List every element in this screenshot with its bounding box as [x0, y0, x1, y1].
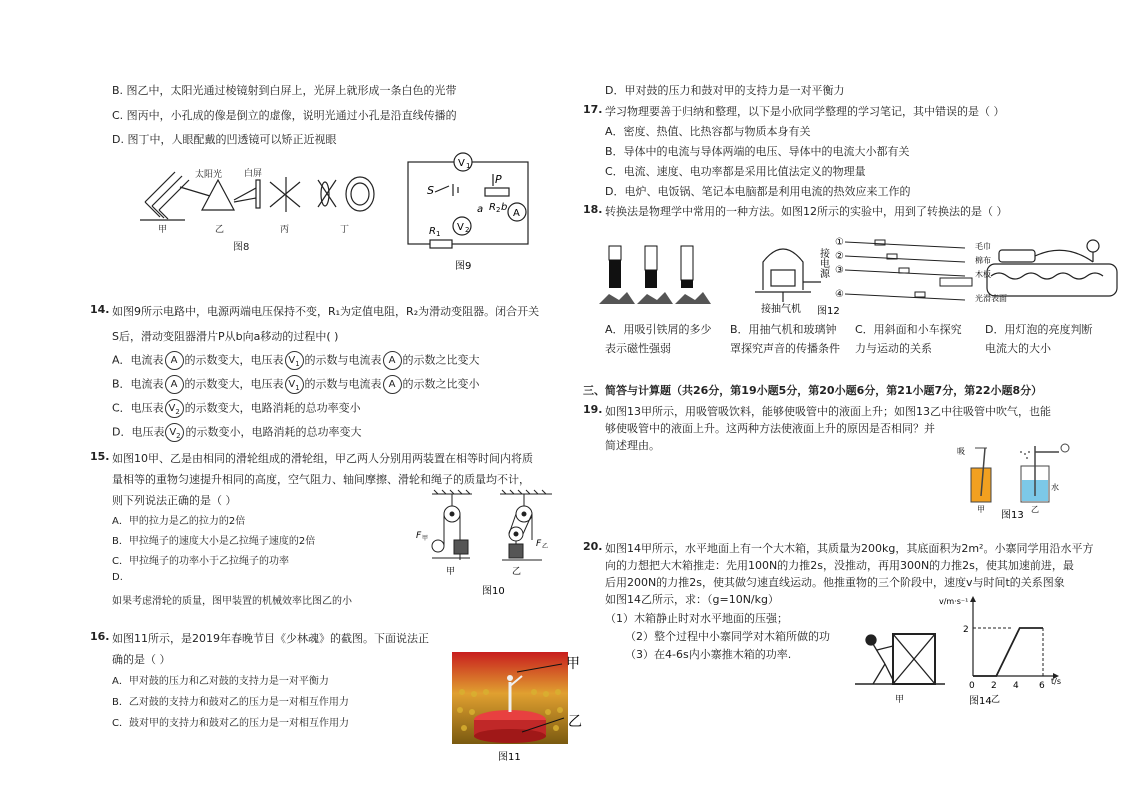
fig14-x-tick-4: 4: [1013, 681, 1019, 691]
q15-option-c: C．甲拉绳子的功率小于乙拉绳子的功率: [112, 556, 289, 567]
section-3-heading: 三、简答与计算题（共26分，第19小题5分，第20小题6分，第21小题7分，第22小题8分）: [583, 384, 1043, 397]
q19-number: 19.: [583, 403, 603, 416]
fig13-water-label: 水: [1051, 483, 1059, 492]
fig9-v2-sub: 2: [465, 226, 470, 234]
q18-option-b: B．用抽气机和玻璃钟罩探究声音的传播条件: [730, 323, 840, 355]
fig10-force-yi: F: [536, 539, 542, 549]
q16-stem-line1: 如图11所示，是2019年春晚节目《少林魂》的截图。下面说法正: [112, 632, 429, 645]
q15-number: 15.: [90, 450, 110, 463]
fig14-label-yi: 乙: [991, 695, 1001, 705]
figure-10: [412, 488, 572, 600]
q19-stem-line2: 够使吸管中的液面上升。这两种方法使液面上升的原因是否相同？并: [605, 422, 935, 435]
fig8-screen-label: 白屏: [244, 169, 263, 179]
fig14-x-tick-2: 2: [991, 681, 997, 691]
fig9-r2-label: R: [489, 202, 496, 213]
fig10-force-jia-sub: 甲: [422, 535, 429, 542]
vt-graph: [970, 596, 1059, 679]
fig13-label-jia: 甲: [977, 505, 985, 514]
fig8-label-jia: 甲: [158, 225, 168, 235]
q19-stem-line3: 简述理由。: [605, 439, 660, 452]
fig10-label-yi: 乙: [512, 567, 522, 577]
q14-stem-line1: 如图9所示电路中，电源两端电压保持不变，R₁为定值电阻，R₂为滑动变阻器。闭合开关: [112, 305, 540, 318]
fig14-y-axis-label: v/m·s⁻¹: [939, 597, 969, 606]
q15-option-b: B．甲拉绳子的速度大小是乙拉绳子速度的2倍: [112, 536, 316, 547]
fig9-b-end: b: [501, 202, 508, 213]
q20-stem-line1: 如图14甲所示，水平地面上有一个大木箱，其质量为200kg，其底面积为2m²。小寨同学用沿水平方: [605, 542, 1094, 555]
ammeter-symbol: A: [383, 351, 402, 370]
fig9-r2-sub: 2: [496, 206, 501, 214]
fig14-x-tick-6: 6: [1039, 681, 1045, 691]
q15-stem-line3: 则下列说法正确的是（ ）: [112, 494, 237, 507]
figure-8: [140, 162, 380, 252]
fig12-label-1: ①: [835, 237, 844, 248]
q17-option-b: B．导体中的电流与导体两端的电压、导体中的电流大小都有关: [605, 145, 910, 158]
fig12-label-4: ④: [835, 289, 844, 300]
q16-stem-line2: 确的是（ ）: [112, 653, 171, 666]
fig12-label-3: ③: [835, 265, 844, 276]
q17-option-d: D．电炉、电饭锅、笔记本电脑都是利用电流的热效应来工作的: [605, 185, 911, 198]
q17-stem: 学习物理要善于归纳和整理，以下是小欣同学整理的学习笔记，其中错误的是（ ）: [605, 105, 1005, 118]
fig9-caption: 图9: [455, 261, 472, 272]
q16-option-d: D．甲对鼓的压力和鼓对甲的支持力是一对平衡力: [605, 84, 845, 97]
figure-9: [405, 150, 535, 275]
figure-14: [855, 592, 1065, 710]
q16-option-a: A．甲对鼓的压力和乙对鼓的支持力是一对平衡力: [112, 676, 329, 687]
fig8-caption: 图8: [233, 242, 250, 252]
q14-number: 14.: [90, 303, 110, 316]
fig9-v1-label: V: [458, 158, 465, 169]
q16-option-b: B．乙对鼓的支持力和鼓对乙的压力是一对相互作用力: [112, 697, 349, 708]
fig12-power-label: 接电源: [817, 248, 829, 278]
q14-option-a: A．电流表 A 的示数变大，电压表 $V_1$ 的示数与电流表 A 的示数之比变大: [112, 351, 480, 370]
fig12-caption: 图12: [817, 306, 840, 317]
q15-option-d: D.: [112, 572, 123, 583]
q15-stem-line1: 如图10甲、乙是由相同的滑轮组成的滑轮组，甲乙两人分别用两装置在相等时间内将质: [112, 452, 533, 465]
fig11-label-yi: 乙: [568, 714, 582, 730]
fig11-caption: 图11: [498, 752, 521, 763]
ammeter-symbol: A: [165, 375, 184, 394]
q15-option-d-text: 如果考虑滑轮的质量，图甲装置的机械效率比图乙的小: [112, 596, 352, 607]
fig14-y-tick-2: 2: [963, 625, 969, 635]
q20-part-3: （3）在4-6s内小寨推木箱的功率.: [625, 648, 792, 661]
fig9-r1-label: R: [429, 226, 436, 237]
q20-stem-line3: 后用200N的力推2s，使其做匀速直线运动。他推重物的三个阶段中，速度v与时间t的关系图象: [605, 576, 1065, 589]
fig12-material-2: 棉布: [975, 256, 991, 265]
q20-stem-line4: 如图14乙所示，求：（g=10N/kg）: [605, 593, 779, 606]
fig8-label-ding: 丁: [340, 225, 350, 235]
voltmeter-v1-symbol: $V_1$: [285, 351, 304, 370]
fig14-label-jia: 甲: [895, 695, 905, 705]
q17-option-c: C．电流、速度、电功率都是采用比值法定义的物理量: [605, 165, 866, 178]
q17-number: 17.: [583, 103, 603, 116]
fig9-v1-sub: 1: [466, 162, 471, 170]
fig10-force-yi-sub: 乙: [542, 543, 549, 550]
q18-number: 18.: [583, 203, 603, 216]
fig13-suck-label: 吸: [957, 447, 965, 456]
q16-number: 16.: [90, 630, 110, 643]
fig14-x-tick-0: 0: [969, 681, 975, 691]
voltmeter-v2-symbol: $V_2$: [165, 423, 184, 442]
figure-12: [595, 232, 1125, 318]
voltmeter-v1-symbol: $V_1$: [285, 375, 304, 394]
q20-number: 20.: [583, 540, 603, 553]
fig10-label-jia: 甲: [446, 567, 456, 577]
ammeter-symbol: A: [383, 375, 402, 394]
fig12-material-1: 毛巾: [975, 242, 991, 251]
q14-option-c: C．电压表 $V_2$ 的示数变大，电路消耗的总功率变小: [112, 399, 361, 418]
fig8-label-yi: 乙: [215, 225, 225, 235]
q20-stem-line2: 向的力想把大木箱推走：先用100N的力推2s，没推动，再用300N的力推2s，使其加速前进，最: [605, 559, 1074, 572]
q18-stem: 转换法是物理学中常用的一种方法。如图12所示的实验中，用到了转换法的是（ ）: [605, 205, 1008, 218]
fig12-label-2: ②: [835, 251, 844, 262]
q14-stem-line2: S后，滑动变阻器滑片P从b向a移动的过程中( ): [112, 330, 339, 343]
vt-series-line: [973, 628, 1043, 676]
figure-11: [452, 652, 600, 764]
q18-option-a: A．用吸引铁屑的多少表示磁性强弱: [605, 323, 712, 355]
fig9-s-label: S: [427, 184, 434, 197]
fig9-a-label: A: [513, 208, 520, 219]
fig14-x-axis-label: t/s: [1051, 677, 1061, 686]
fig9-r1-sub: 1: [436, 230, 441, 238]
fig12-material-4: 光滑表面: [975, 294, 1007, 303]
fig9-a-end: a: [477, 204, 484, 215]
fig10-caption: 图10: [482, 586, 505, 597]
q13-option-c: C. 图丙中，小孔成的像是倒立的虚像，说明光通过小孔是沿直线传播的: [112, 109, 457, 122]
fig9-p-label: P: [495, 173, 502, 186]
q16-option-c: C．鼓对甲的支持力和鼓对乙的压力是一对相互作用力: [112, 718, 349, 729]
q14-option-d: D．电压表 $V_2$ 的示数变小，电路消耗的总功率变大: [112, 423, 361, 442]
q17-option-a: A．密度、热值、比热容都与物质本身有关: [605, 125, 811, 138]
fig13-label-yi: 乙: [1031, 505, 1039, 514]
fig12-material-3: 木板: [975, 270, 991, 279]
q18-option-d: D．用灯泡的亮度判断电流大的大小: [985, 323, 1093, 355]
q15-stem-line2: 量相等的重物匀速提升相同的高度，空气阻力、轴间摩擦、滑轮和绳子的质量均不计，: [112, 473, 530, 486]
fig11-label-jia: 甲: [566, 656, 580, 672]
fig14-caption: 图14: [969, 696, 992, 707]
q20-part-1: （1）木箱静止时对水平地面的压强；: [605, 612, 788, 625]
q13-option-b: B. 图乙中，太阳光通过棱镜射到白屏上，光屏上就形成一条白色的光带: [112, 84, 457, 97]
q18-option-c: C．用斜面和小车探究力与运动的关系: [855, 323, 962, 355]
fig10-force-jia: F: [416, 531, 422, 541]
q15-option-a: A．甲的拉力是乙的拉力的2倍: [112, 516, 246, 527]
q19-stem-line1: 如图13甲所示，用吸管吸饮料，能够使吸管中的液面上升；如图13乙中往吸管中吹气，也能: [605, 405, 1051, 418]
q14-option-b: B．电流表 A 的示数变大，电压表 $V_1$ 的示数与电流表 A 的示数之比变小: [112, 375, 480, 394]
ammeter-symbol: A: [165, 351, 184, 370]
fig8-label-bing: 丙: [280, 225, 290, 235]
figure-13: [955, 440, 1075, 520]
fig13-caption: 图13: [1001, 510, 1024, 520]
voltmeter-v2-symbol: $V_2$: [165, 399, 184, 418]
fig8-sun-label: 太阳光: [195, 170, 223, 180]
q13-option-d: D. 图丁中，人眼配戴的凹透镜可以矫正近视眼: [112, 133, 337, 146]
fig12-pump-label: 接抽气机: [761, 304, 801, 315]
q20-part-2: （2）整个过程中小寨同学对木箱所做的功: [625, 630, 830, 643]
fig9-v2-label: V: [457, 222, 464, 233]
